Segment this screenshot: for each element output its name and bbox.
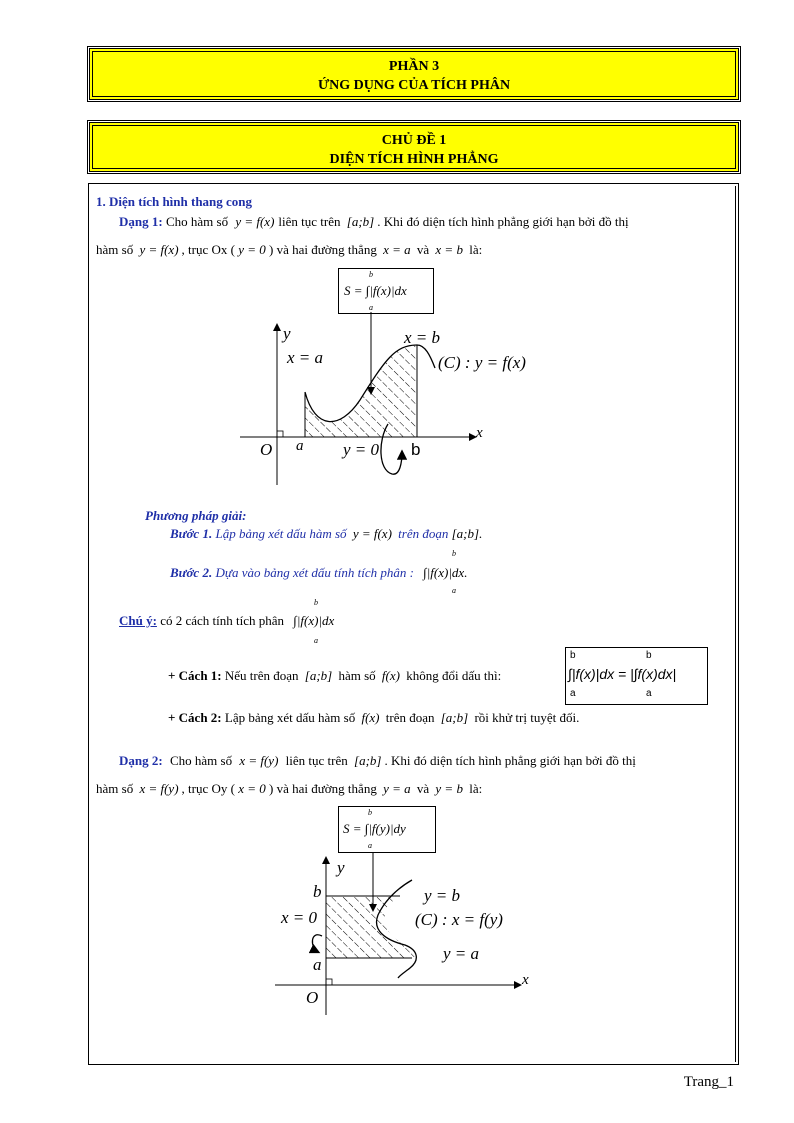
area-formula-x-box: S = ∫|f(x)|dx b a (338, 268, 434, 314)
method-step1: Bước 1. Lập bảng xét dấu hàm số y = f(x) trên đoạn [a;b]. (170, 526, 483, 541)
fig1-curve-label: (C) : y = f(x) (438, 353, 526, 372)
fig2-origin-label: O (306, 988, 319, 1007)
cach1-line: + Cách 1: Nếu trên đoạn [a;b] hàm số f(x) không đổi dấu thì: (168, 668, 502, 683)
part-number: PHẦN 3 (388, 59, 440, 74)
dang1-line1: Dạng 1: Cho hàm số y = f(x) liên tục trên [a;b] . Khi đó diện tích hình phẳng giới hạn bởi đồ thị (119, 214, 629, 229)
topic-number: CHỦ ĐỀ 1 (381, 133, 447, 148)
method-title: Phương pháp giải: (145, 508, 247, 523)
fig1-x-label: x (476, 425, 483, 441)
dang2-line1: Dạng 2: Cho hàm số x = f(y) liên tục trên [a;b] . Khi đó diện tích hình phẳng giới hạn bởi đồ thị (119, 753, 636, 768)
fig2-yb-label: y = b (424, 886, 461, 905)
fig2-y-label: y (337, 858, 345, 877)
fig1-y0-label: y = 0 (343, 440, 380, 459)
fig1-y-label: y (283, 324, 291, 343)
dang2-label: Dạng 2: (119, 753, 163, 768)
area-formula-y-box: S = ∫|f(y)|dy b a (338, 806, 436, 853)
fig2-curve-label: (C) : x = f(y) (415, 910, 503, 929)
dang1-label: Dạng 1: (119, 214, 163, 229)
fig1-a-label: a (296, 438, 304, 454)
fig2-a-label: a (313, 955, 322, 974)
part-title: ỨNG DỤNG CỦA TÍCH PHÂN (317, 78, 511, 93)
fig1-xb-label: x = b (404, 328, 441, 347)
fig2-ya-label: y = a (443, 944, 480, 963)
section-title: 1. Diện tích hình thang cong (96, 194, 253, 209)
fig2-b-label: b (313, 882, 322, 901)
fig2-x0-label: x = 0 (281, 908, 318, 927)
fig1-b-label: b (411, 440, 421, 459)
dang1-line2: hàm số y = f(x) , trục Ox ( y = 0 ) và hai đường thẳng x = a và x = b là: (96, 242, 483, 257)
topic-title: DIỆN TÍCH HÌNH PHẲNG (329, 152, 499, 167)
method-step2: Bước 2. Dựa vào bảng xét dấu tính tích phân : ∫|f(x)|dx. (170, 565, 468, 580)
fig2-shaded-area (326, 896, 416, 958)
fig1-origin-label: O (260, 440, 273, 459)
dang2-line2: hàm số x = f(y) , trục Oy ( x = 0 ) và hai đường thẳng y = a và y = b là: (96, 781, 483, 796)
note-line: Chú ý: có 2 cách tính tích phân ∫|f(x)|dx (119, 613, 335, 628)
cach1-formula-box: ∫|f(x)|dx = |∫f(x)dx| b a b a (565, 647, 708, 705)
cach2-line: + Cách 2: Lập bảng xét dấu hàm số f(x) trên đoạn [a;b] rồi khử trị tuyệt đối. (168, 710, 580, 725)
fig2-x-label: x (522, 972, 529, 988)
fig1-xa-label: x = a (287, 348, 324, 367)
page-number: Trang_1 (683, 1074, 734, 1090)
